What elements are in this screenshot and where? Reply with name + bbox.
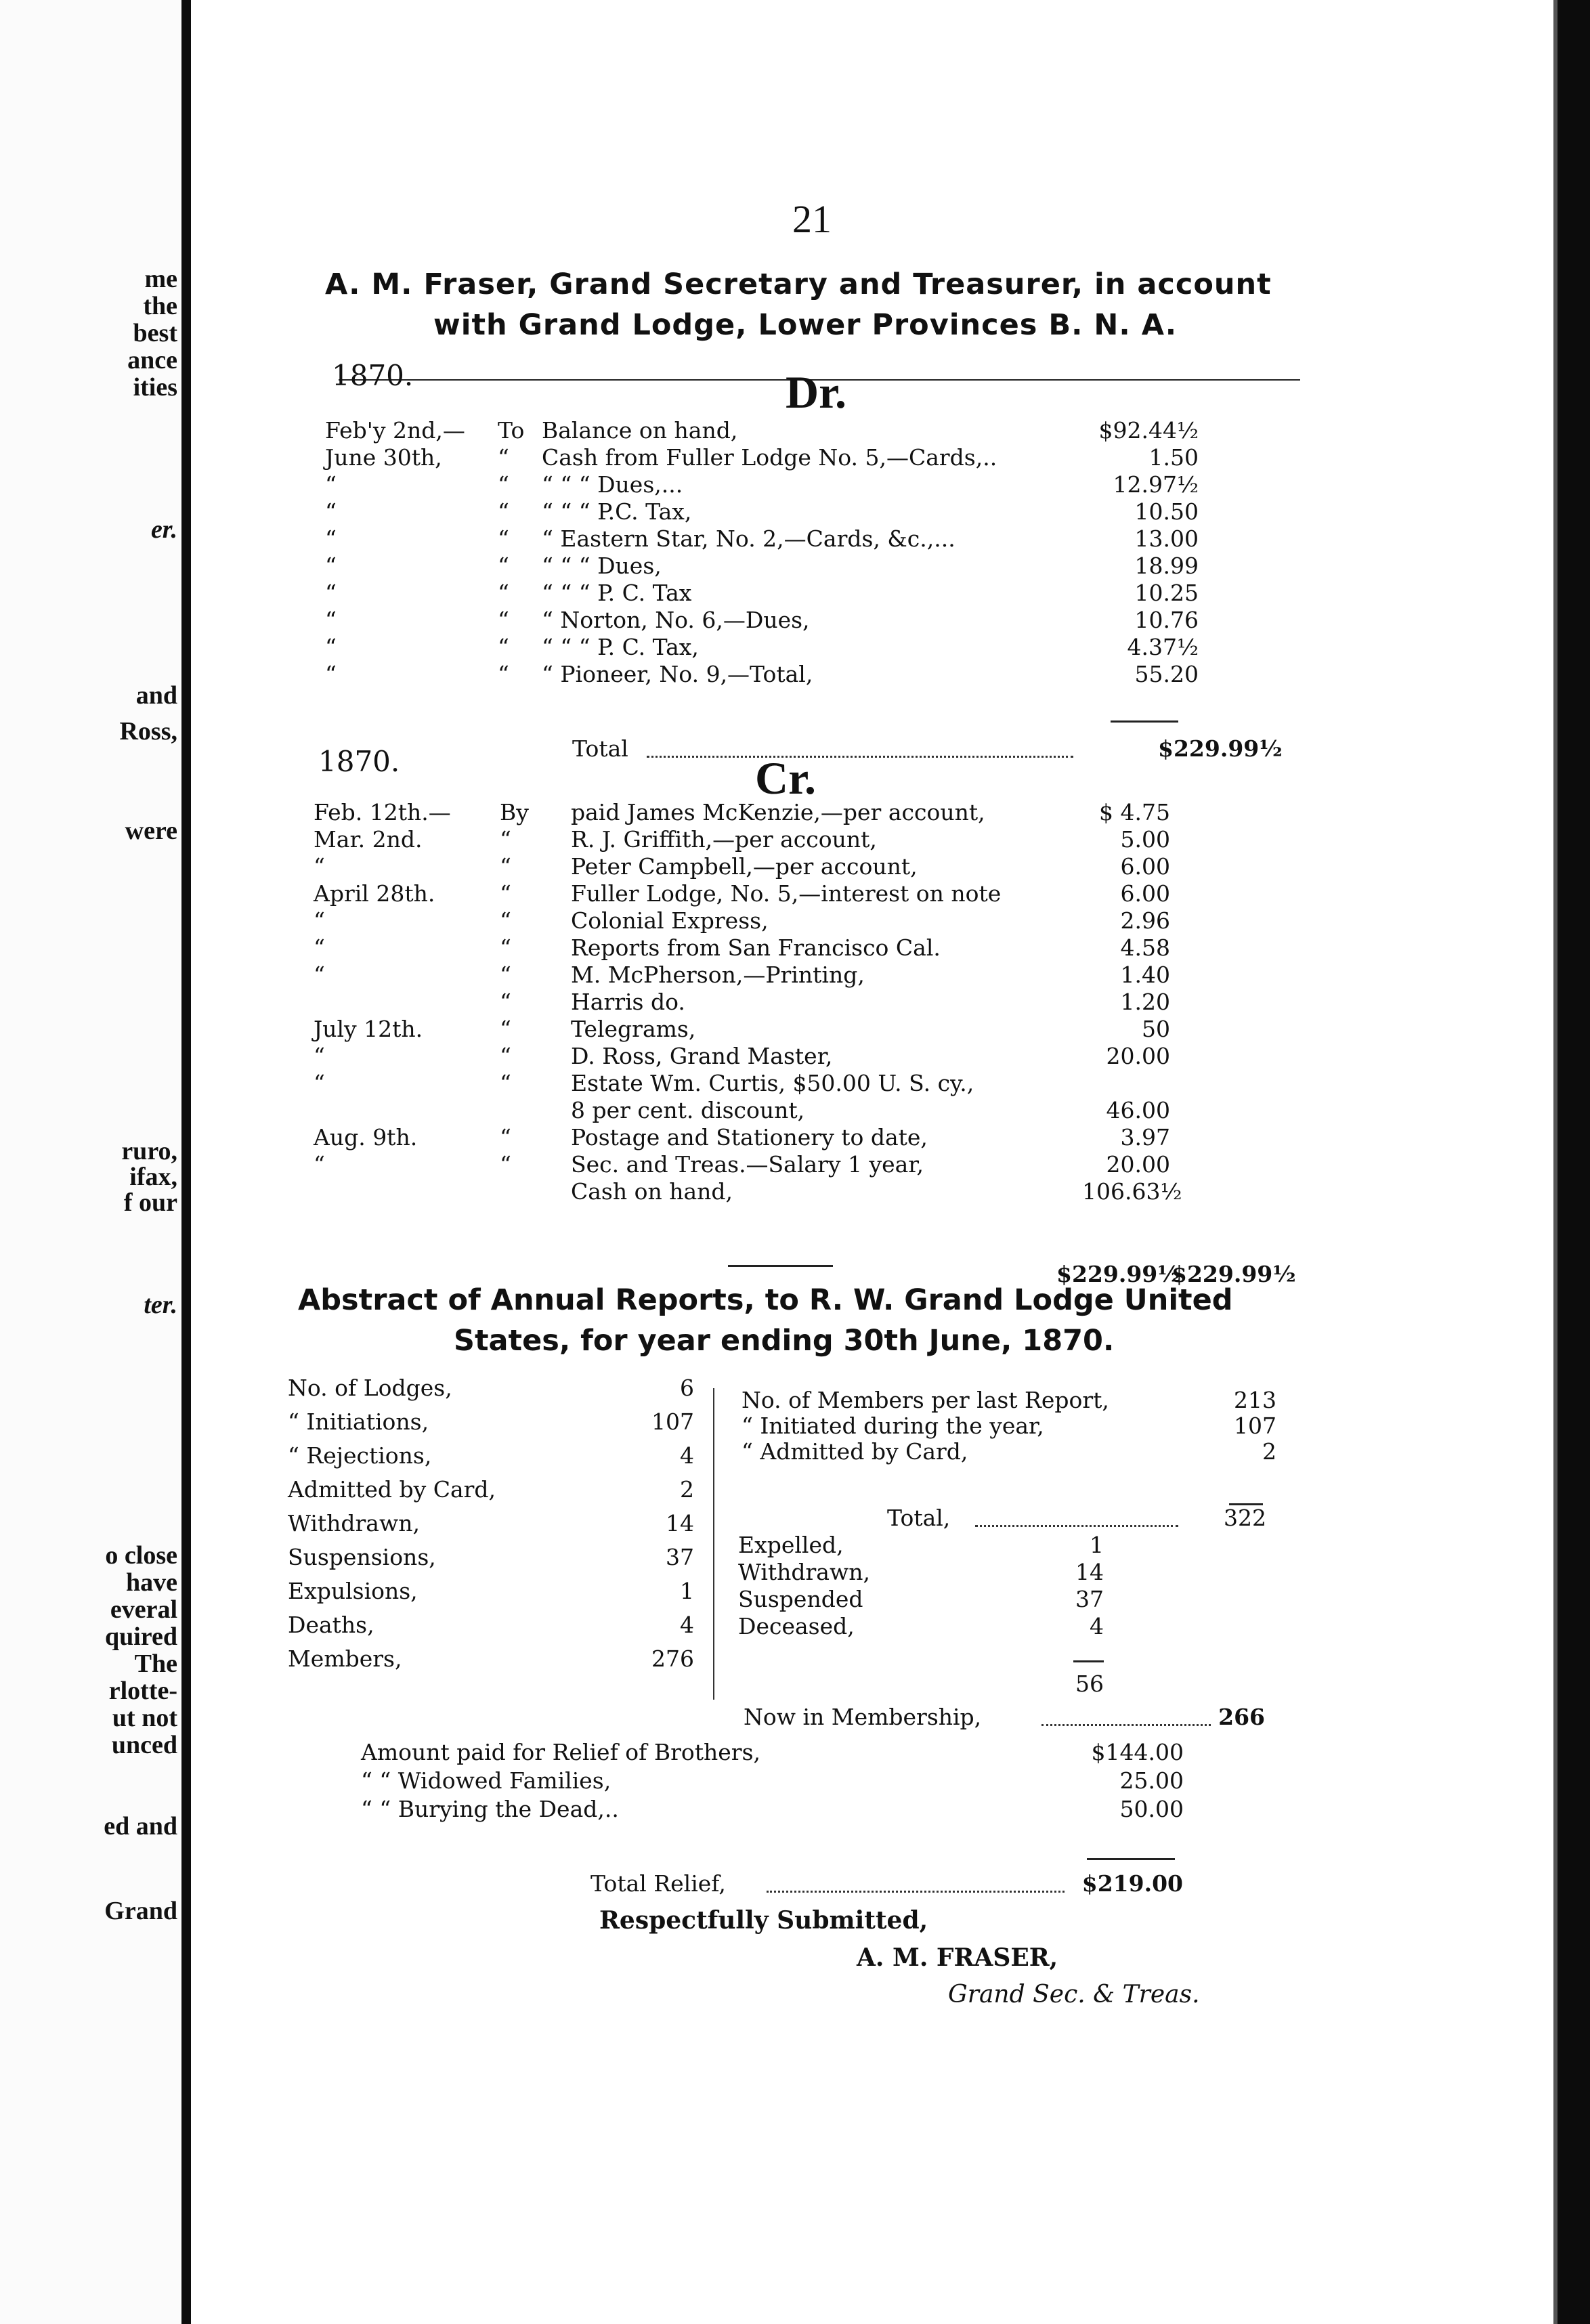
entry-prefix: “ [500,1043,511,1069]
abstract-left-row-label: Suspensions, [288,1544,436,1570]
entry-description: Cash on hand, [571,1178,733,1205]
entry-prefix: “ [498,471,509,498]
cr-entry-row [314,1070,1170,1097]
abstract-deduction-row [738,1532,1104,1559]
dr-entry-row [325,553,1199,580]
cr-entry-row [314,853,1170,880]
dr-heading: Dr. [786,366,847,418]
dr-entry-row [325,471,1199,498]
abstract-right-row-label: No. of Members per last Report, [742,1387,1109,1413]
left-page-fragment: everal [110,1595,177,1624]
cr-entry-row [314,826,1170,853]
cr-entry-row [314,1097,1170,1124]
cr-entry-row [314,1043,1170,1070]
left-page-fragment: have [126,1568,177,1597]
dr-entry-row [325,525,1199,553]
membership-value: 266 [1218,1704,1265,1730]
cr-total-left: $229.99½ [1056,1261,1181,1287]
entry-amount: $ 4.75 [1099,799,1170,825]
entry-date: “ [325,661,337,687]
left-page-fragment: ed and [104,1812,177,1841]
dr-total-label: Total [572,735,628,762]
left-page-fragment: ities [133,373,177,402]
abstract-deduction-row-label: Deceased, [738,1613,855,1639]
entry-prefix: “ [500,907,511,934]
abstract-divider [713,1388,714,1700]
entry-prefix: “ [500,934,511,961]
abstract-left-row-label: “ Rejections, [288,1442,432,1469]
deductions-rule [1073,1660,1104,1662]
left-page-fragment: ifax, [129,1163,177,1191]
entry-amount: 20.00 [1106,1043,1170,1069]
abstract-left-row-label: Members, [288,1645,402,1672]
entry-description: “ “ “ Dues,... [542,471,683,498]
entry-description: Peter Campbell,—per account, [571,853,918,880]
entry-amount: 10.25 [1134,580,1199,606]
entry-date: Feb. 12th.— [314,799,451,825]
left-page-fragment: rlotte- [108,1677,177,1705]
abstract-right-row [742,1413,1276,1440]
entry-amount: 6.00 [1120,880,1170,907]
abstract-left-row-value: 4 [680,1612,694,1638]
abstract-deduction-row [738,1586,1104,1613]
entry-date: Aug. 9th. [314,1124,418,1150]
entry-description: 8 per cent. discount, [571,1097,805,1123]
entry-prefix: “ [500,1016,511,1042]
relief-row [361,1767,1184,1794]
cr-entry-row [314,799,1170,826]
entry-date: “ [314,853,325,880]
left-page-fragment: the [143,292,177,320]
abstract-left-row-label: Admitted by Card, [288,1476,496,1503]
entry-description: “ “ “ P. C. Tax, [542,634,699,660]
abstract-right-row-label: “ Admitted by Card, [742,1438,968,1465]
abstract-left-row-value: 37 [666,1544,694,1570]
abstract-left-row-value: 1 [680,1578,694,1604]
entry-date: Feb'y 2nd,— [325,417,465,444]
entry-description: Estate Wm. Curtis, $50.00 U. S. cy., [571,1070,974,1096]
dr-entry-row [325,444,1199,471]
abstract-right-total [887,1505,1266,1532]
entry-date: “ [314,934,325,961]
entry-prefix: “ [498,607,509,633]
abstract-left-row-value: 14 [666,1510,694,1536]
entry-description: M. McPherson,—Printing, [571,962,865,988]
entry-date: “ [314,1043,325,1069]
abstract-left-row [288,1476,694,1503]
relief-total-row [590,1870,1183,1897]
left-page-fragment: The [134,1650,177,1678]
entry-date: Mar. 2nd. [314,826,423,853]
right-total-label: Total, [887,1505,951,1531]
left-page-fragment: were [125,817,177,845]
entry-amount: 13.00 [1134,525,1199,552]
entry-description: “ Pioneer, No. 9,—Total, [542,661,813,687]
leader-dots [1041,1706,1211,1726]
entry-description: “ “ “ P. C. Tax [542,580,692,606]
abstract-right-row-label: “ Initiated during the year, [742,1413,1044,1439]
entry-description: paid James McKenzie,—per account, [571,799,985,825]
abstract-right-row [742,1387,1276,1414]
entry-prefix: “ [500,1070,511,1096]
left-page-fragment: ter. [144,1291,177,1319]
entry-date: “ [314,907,325,934]
left-page-fragment: f our [123,1188,177,1217]
entry-prefix: “ [498,580,509,606]
entry-description: Harris do. [571,989,685,1015]
abstract-left-row [288,1544,694,1571]
left-page-fragment: o close [105,1541,177,1570]
entry-amount: 106.63½ [1082,1178,1182,1205]
abstract-right-row [742,1438,1276,1465]
entry-amount: 4.37½ [1127,634,1199,660]
entry-prefix: “ [500,1151,511,1178]
entry-date: “ [314,1151,325,1178]
entry-prefix: “ [500,989,511,1015]
entry-description: Reports from San Francisco Cal. [571,934,941,961]
entry-prefix: “ [498,525,509,552]
abstract-left-row-value: 2 [680,1476,694,1503]
cr-total-right: $229.99½ [1172,1261,1296,1287]
page-number: 21 [792,197,832,241]
entry-prefix: “ [498,661,509,687]
abstract-deduction-row-label: Suspended [738,1586,863,1612]
abstract-deduction-row [738,1613,1104,1640]
abstract-deduction-row-label: Expelled, [738,1532,844,1558]
entry-description: Fuller Lodge, No. 5,—interest on note [571,880,1002,907]
entry-description: D. Ross, Grand Master, [571,1043,833,1069]
dr-year: 1870. [332,359,414,392]
entry-description: Sec. and Treas.—Salary 1 year, [571,1151,924,1178]
relief-row-label: “ “ Widowed Families, [361,1767,611,1794]
left-page-fragment: quired [104,1622,177,1651]
abstract-deduction-row-value: 14 [1075,1559,1104,1585]
entry-amount: 6.00 [1120,853,1170,880]
entry-date: “ [325,607,337,633]
entry-amount: 12.97½ [1113,471,1199,498]
entry-date: April 28th. [314,880,435,907]
left-page-fragment: ance [127,346,177,374]
entry-description: R. J. Griffith,—per account, [571,826,877,853]
entry-amount: 1.50 [1148,444,1199,471]
leader-dots [975,1507,1178,1527]
entry-amount: 1.20 [1120,989,1170,1015]
left-page-fragment: unced [111,1731,177,1759]
entry-date: “ [325,525,337,552]
cr-entry-row [314,934,1170,962]
entry-amount: 10.50 [1134,498,1199,525]
abstract-title-line2: States, for year ending 30th June, 1870. [454,1324,1115,1358]
entry-amount: 20.00 [1106,1151,1170,1178]
membership-label: Now in Membership, [744,1704,982,1730]
cr-entry-row [314,962,1170,989]
account-title-line1: A. M. Fraser, Grand Secretary and Treasurer, in account [325,267,1272,301]
entry-description: “ Norton, No. 6,—Dues, [542,607,810,633]
entry-prefix: “ [500,1124,511,1150]
deductions-subtotal [1056,1671,1104,1698]
cr-entry-row [314,1016,1170,1043]
dr-sum-rule [1111,720,1178,723]
dr-entry-row [325,661,1199,688]
entry-amount: 1.40 [1120,962,1170,988]
dr-entry-row [325,580,1199,607]
cr-entry-row [314,880,1170,907]
entry-description: “ “ “ P.C. Tax, [542,498,692,525]
entry-date: “ [325,580,337,606]
entry-date: June 30th, [325,444,442,471]
entry-amount: 5.00 [1120,826,1170,853]
entry-description: “ Eastern Star, No. 2,—Cards, &c.,... [542,525,955,552]
entry-prefix: “ [500,853,511,880]
abstract-left-row [288,1645,694,1673]
entry-prefix: By [500,799,529,825]
dr-entry-row [325,498,1199,525]
entry-prefix: To [498,417,525,444]
entry-description: Balance on hand, [542,417,738,444]
abstract-left-row-value: 4 [680,1442,694,1469]
abstract-left-row-value: 6 [680,1375,694,1401]
abstract-right-row-value: 213 [1234,1387,1276,1413]
left-page-fragment: best [133,319,177,347]
abstract-left-row [288,1375,694,1402]
entry-prefix: “ [498,444,509,471]
entry-amount: 3.97 [1120,1124,1170,1150]
cr-entry-row [314,1151,1170,1178]
dr-total-row [572,735,1283,762]
entry-date: “ [325,498,337,525]
dr-entry-row [325,417,1199,444]
right-total-value: 322 [1224,1505,1266,1531]
entry-prefix: “ [498,498,509,525]
left-page-fragment: er. [150,515,177,544]
cr-heading: Cr. [755,752,817,804]
abstract-deduction-row-value: 4 [1090,1613,1104,1639]
abstract-left-row-label: “ Initiations, [288,1408,429,1435]
left-page-fragment: me [144,265,177,293]
cr-sum-rule [728,1265,833,1267]
entry-prefix: “ [498,634,509,660]
entry-prefix: “ [500,962,511,988]
cr-entry-row [314,1124,1170,1151]
abstract-left-row-value: 276 [651,1645,694,1672]
entry-prefix: “ [498,553,509,579]
entry-description: “ “ “ Dues, [542,553,662,579]
abstract-left-row-value: 107 [651,1408,694,1435]
left-page-fragment: ruro, [121,1137,177,1165]
abstract-left-row-label: Expulsions, [288,1578,418,1604]
relief-row [361,1739,1184,1766]
cr-entry-row [314,989,1170,1016]
abstract-left-row-label: No. of Lodges, [288,1375,452,1401]
left-page-fragment: ut not [112,1704,177,1732]
membership-row [744,1704,1265,1731]
entry-date: July 12th. [314,1016,423,1042]
cr-entry-row [314,1178,1182,1205]
relief-row-value: 25.00 [1119,1767,1184,1794]
relief-row-value: $144.00 [1091,1739,1184,1765]
signatory-name: A. M. FRASER, [857,1943,1058,1972]
relief-row-label: “ “ Burying the Dead,.. [361,1796,619,1822]
page-edge [1557,0,1590,2324]
closing-line: Respectfully Submitted, [599,1906,928,1935]
abstract-deduction-row-value: 37 [1075,1586,1104,1612]
dr-entry-row [325,634,1199,661]
cr-entry-row [314,907,1170,934]
relief-row [361,1796,1184,1823]
entry-date: “ [314,962,325,988]
abstract-right-row-value: 107 [1234,1413,1276,1439]
abstract-left-row [288,1510,694,1537]
relief-row-label: Amount paid for Relief of Brothers, [361,1739,760,1765]
entry-description: Colonial Express, [571,907,769,934]
abstract-left-row [288,1612,694,1639]
entry-amount: 55.20 [1134,661,1199,687]
relief-total-label: Total Relief, [590,1870,726,1897]
abstract-left-row-label: Withdrawn, [288,1510,420,1536]
entry-date: “ [325,634,337,660]
entry-amount: 18.99 [1134,553,1199,579]
dr-entry-row [325,607,1199,634]
relief-total-value: $219.00 [1081,1870,1183,1897]
account-title-line2: with Grand Lodge, Lower Provinces B. N. A. [433,308,1178,342]
entry-amount: 4.58 [1120,934,1170,961]
abstract-left-row [288,1442,694,1469]
entry-description: Cash from Fuller Lodge No. 5,—Cards,.. [542,444,997,471]
abstract-deduction-row-value: 1 [1090,1532,1104,1558]
entry-date: “ [325,553,337,579]
relief-row-value: 50.00 [1119,1796,1184,1822]
left-page-fragment: Ross, [119,717,177,746]
entry-amount: 50 [1142,1016,1170,1042]
abstract-title-line1: Abstract of Annual Reports, to R. W. Grand Lodge United [298,1283,1233,1317]
entry-date: “ [314,1070,325,1096]
book-gutter [181,0,191,2324]
relief-rule [1087,1858,1175,1860]
entry-date: “ [325,471,337,498]
abstract-left-row [288,1578,694,1605]
entry-amount: $92.44½ [1098,417,1199,444]
entry-amount: 2.96 [1120,907,1170,934]
left-page-fragment: Grand [104,1897,177,1925]
dr-total-amount: $229.99½ [1158,735,1283,762]
left-page-fragment: and [135,681,177,710]
abstract-deduction-row [738,1559,1104,1586]
abstract-right-row-value: 2 [1262,1438,1276,1465]
entry-prefix: “ [500,826,511,853]
entry-amount: 10.76 [1134,607,1199,633]
abstract-left-row [288,1408,694,1436]
abstract-deduction-row-label: Withdrawn, [738,1559,870,1585]
entry-description: Postage and Stationery to date, [571,1124,928,1150]
abstract-left-row-label: Deaths, [288,1612,374,1638]
cr-year: 1870. [318,745,400,778]
entry-amount: 46.00 [1106,1097,1170,1123]
entry-description: Telegrams, [571,1016,696,1042]
entry-prefix: “ [500,880,511,907]
signatory-title: Grand Sec. & Treas. [948,1981,1200,2008]
leader-dots [767,1873,1065,1893]
deductions-subtotal-value: 56 [1075,1671,1104,1697]
leader-dots [647,738,1073,758]
